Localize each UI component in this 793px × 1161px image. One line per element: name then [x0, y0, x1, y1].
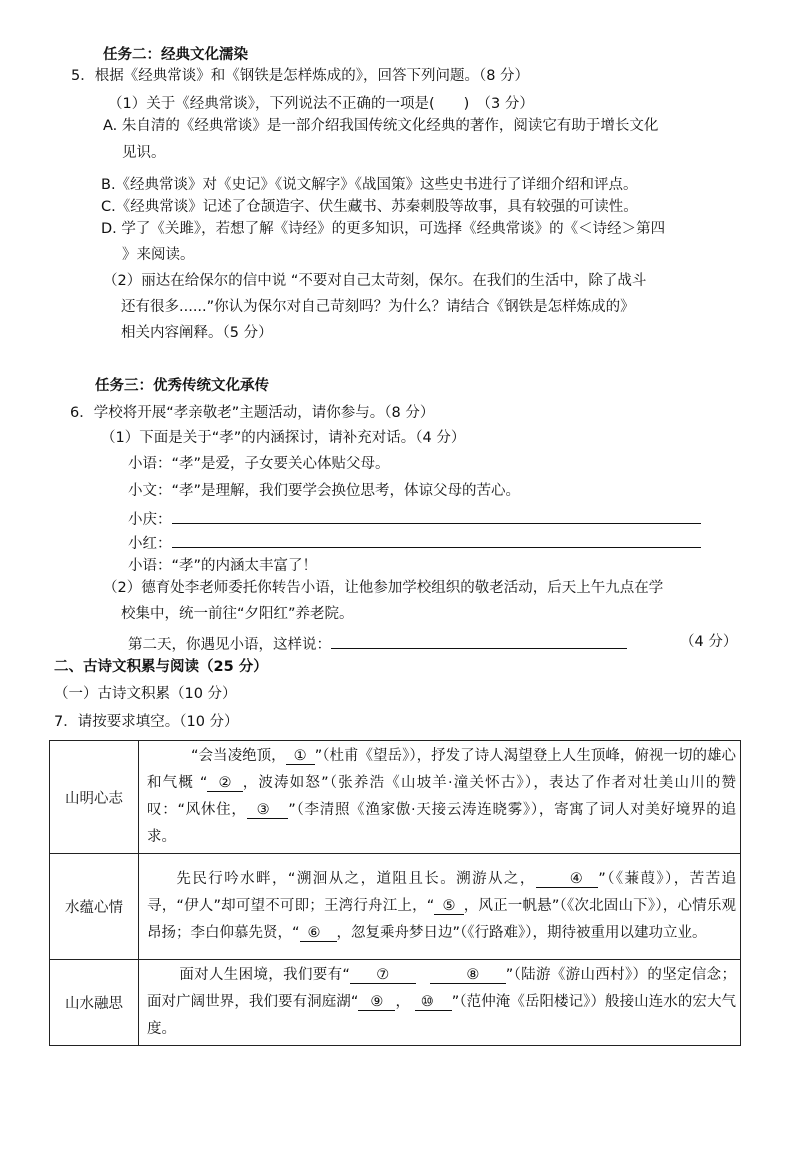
blank-3[interactable]: ③ — [247, 802, 289, 819]
row-label: 水蕴心情 — [50, 854, 139, 960]
q5-2-line3: 相关内容阐释。（5 分） — [121, 325, 273, 341]
blank-1[interactable]: ① — [286, 748, 315, 765]
blank-6[interactable]: ⑥ — [300, 925, 337, 942]
row-label: 山水融思 — [50, 960, 139, 1046]
option-d-line2: 》来阅读。 — [122, 247, 195, 263]
q7-stem: 7．请按要求填空。（10 分） — [54, 714, 239, 730]
text-seg: 先民行吟水畔，“溯洄从之，道阻且长。溯游从之， — [175, 871, 536, 887]
row-content — [139, 854, 741, 960]
dialog-xiaohong-label: 小红： — [128, 536, 172, 552]
text-seg: ，忽复乘舟梦日边”（《行路难》），期待被重用以建功立业。 — [336, 925, 707, 941]
dialog-xiaoyu-2: 小语：“孝”的内涵太丰富了！ — [128, 558, 318, 574]
option-a-line2: 见识。 — [122, 145, 166, 161]
q6-stem: 6．学校将开展“孝亲敬老”主题活动，请你参与。（8 分） — [70, 405, 435, 421]
q6-2-score: （4 分） — [680, 634, 738, 650]
dialog-xiaohong — [128, 531, 701, 554]
q5-stem: 5．根据《经典常谈》和《钢铁是怎样炼成的》，回答下列问题。（8 分） — [71, 68, 530, 84]
dialog-xiaoqing — [128, 507, 701, 530]
q6-2-prompt: 第二天，你遇见小语，这样说： — [128, 637, 331, 653]
blank-9[interactable]: ⑨ — [358, 994, 395, 1011]
blank-10[interactable]: ⑩ — [415, 994, 452, 1011]
table-row — [50, 854, 741, 960]
q5-2-line2: 还有很多......”你认为保尔对自己苛刻吗？为什么？请结合《钢铁是怎样炼成的》 — [121, 299, 635, 315]
section2-sub1: （一）古诗文积累（10 分） — [54, 686, 237, 702]
answer-line-xiaoqing[interactable] — [172, 507, 701, 524]
q6-2-line3 — [128, 632, 627, 655]
q5-1-stem: （1）关于《经典常谈》，下列说法不正确的一项是( ) （3 分） — [108, 96, 534, 112]
dialog-xiaoqing-label: 小庆： — [128, 512, 172, 528]
blank-5[interactable]: ⑤ — [434, 898, 463, 915]
dialog-xiaoyu-1: 小语：“孝”是爱，子女要关心体贴父母。 — [128, 456, 390, 472]
section2-heading: 二、古诗文积累与阅读（25 分） — [54, 659, 268, 675]
text-seg: ”（李清照《渔家傲·天接云涛连晓雾》），寄寓了词人对美好境界的追求。 — [147, 802, 737, 845]
option-c: C.《经典常谈》记述了仓颉造字、伏生藏书、苏秦刺股等故事，具有较强的可读性。 — [101, 199, 638, 215]
text-seg: ”（范仲淹《岳阳楼记》）般接山连水的宏大气度。 — [147, 994, 737, 1037]
q5-2-line1: （2）丽达在给保尔的信中说 “不要对自己太苛刻，保尔。在我们的生活中，除了战斗 — [103, 273, 647, 289]
answer-line-q6-2[interactable] — [331, 632, 627, 649]
task2-heading: 任务二：经典文化濡染 — [103, 47, 248, 63]
text-seg: ，风正一帆悬”（《次北固山下》），心情乐观昂扬；李白仰慕先贤，“ — [147, 898, 737, 941]
q6-2-line2: 校集中，统一前往“夕阳红”养老院。 — [121, 606, 354, 622]
text-seg: ”（杜甫《望岳》），抒发了诗人渴望登上人生顶峰，俯视一切的雄心和气概 “ — [147, 748, 737, 791]
blank-8[interactable]: ⑧ — [430, 967, 505, 984]
text-seg: ，波涛如怒”（张养浩《山坡羊·潼关怀古》），表达了作者对壮美山川的赞叹：“风休住， — [147, 775, 736, 818]
blank-7[interactable]: ⑦ — [350, 967, 416, 984]
task3-heading: 任务三：优秀传统文化承传 — [95, 378, 269, 394]
option-a-line1: A. 朱自清的《经典常谈》是一部介绍我国传统文化经典的著作，阅读它有助于增长文化 — [103, 118, 659, 134]
text-seg: ”（陆游《游山西村》）的坚定信念；面对广阔世界，我们要有洞庭湖“ — [147, 967, 737, 1010]
text-seg: 面对人生困境，我们要有“ — [179, 967, 350, 983]
row-label: 山明心志 — [50, 741, 139, 854]
q6-1-stem: （1）下面是关于“孝”的内涵探讨，请补充对话。（4 分） — [101, 430, 466, 446]
dialog-xiaowen: 小文：“孝”是理解，我们要学会换位思考，体谅父母的苦心。 — [128, 483, 521, 499]
q6-2-line1: （2）德育处李老师委托你转告小语，让他参加学校组织的敬老活动，后天上午九点在学 — [103, 580, 664, 596]
blank-2[interactable]: ② — [207, 775, 242, 792]
blank-4[interactable]: ④ — [536, 871, 598, 888]
row-content: 面对人生困境，我们要有“ ⑦ ⑧ ”（陆游《游山西村》）的坚定信念；面对广阔世界，我们要有洞庭湖“ ⑨ ， ⑩ ”（范仲淹《岳阳楼记》）般接山连水的宏大气度。 — [139, 960, 741, 1046]
text-seg: “会当凌绝顶， — [191, 748, 286, 764]
table-row — [50, 960, 741, 1046]
row-content — [139, 741, 741, 854]
option-d-line1: D. 学了《关雎》，若想了解《诗经》的更多知识，可选择《经典常谈》的《＜诗经＞第四 — [101, 221, 666, 237]
table-row — [50, 741, 741, 854]
fill-in-table — [49, 740, 741, 1046]
answer-line-xiaohong[interactable] — [172, 531, 701, 548]
text-seg: ”（《蒹葭》），苦苦追寻，“伊人”却可望不可即；王湾行舟江上，“ — [147, 871, 737, 914]
option-b: B.《经典常谈》对《史记》《说文解字》《战国策》这些史书进行了详细介绍和评点。 — [101, 177, 638, 193]
